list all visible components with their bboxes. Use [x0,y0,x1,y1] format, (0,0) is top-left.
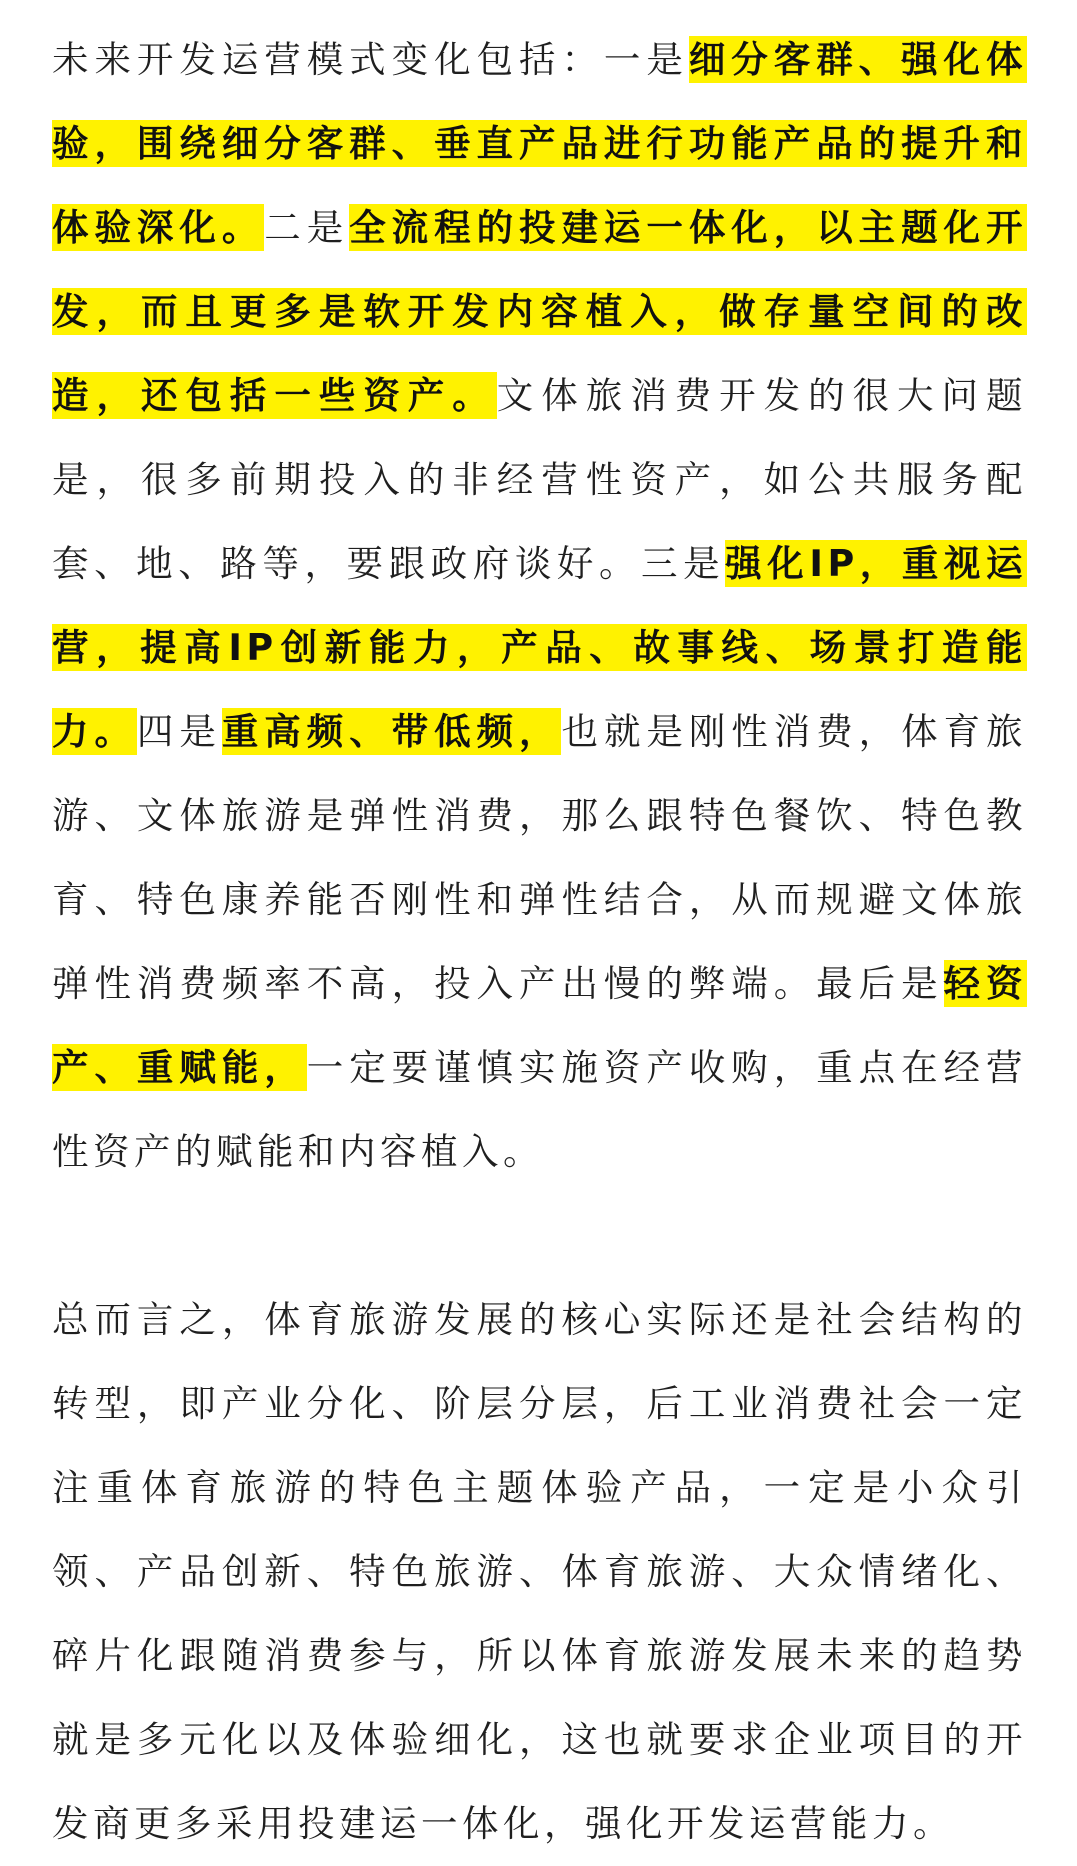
highlighted-text: 全流程的投建运一体化，以主题化开发，而且更多是软开发内容植入，做存量空间的改造，还包括一些资产。 [52,206,1028,417]
text-segment: 四是 [136,710,222,753]
text-segment: 也就是刚性消费，体育旅游、文体旅游是弹性消费，那么跟特色餐饮、特色教育、特色康养能否刚性和弹性结合，从而规避文体旅弹性消费频率不高，投入产出慢的弊端。最后是 [52,710,1028,1005]
article-body [52,18,1027,1866]
text-segment: 未来开发运营模式变化包括：一是 [52,38,689,81]
text-segment: 二是 [264,206,350,249]
paragraph-summary [52,1278,1027,1866]
highlighted-text: 轻资产、重赋能， [52,962,1028,1089]
text-segment: 一定要谨慎实施资产收购，重点在经营性资产的赋能和内容植入。 [52,1046,1028,1173]
highlighted-text: 强化IP，重视运营，提高IP创新能力，产品、故事线、场景打造能力。 [52,542,1028,753]
text-segment: 文体旅消费开发的很大问题是，很多前期投入的非经营性资产，如公共服务配套、地、路等，要跟政府谈好。三是 [52,374,1028,585]
highlighted-text: 细分客群、强化体验，围绕细分客群、垂直产品进行功能产品的提升和体验深化。 [52,38,1028,249]
paragraph-operating-model [52,18,1027,1194]
text-segment: 总而言之，体育旅游发展的核心实际还是社会结构的转型，即产业分化、阶层分层，后工业消费社会一定注重体育旅游的特色主题体验产品，一定是小众引领、产品创新、特色旅游、体育旅游、大众情绪化、碎片化跟随消费参与，所以体育旅游发展未来的趋势就是多元化以及体验细化，这也就要求企业项目的开发商更多采用投建运一体化，强化开发运营能力。 [52,1298,1027,1845]
highlighted-text: 重高频、带低频， [221,710,562,753]
